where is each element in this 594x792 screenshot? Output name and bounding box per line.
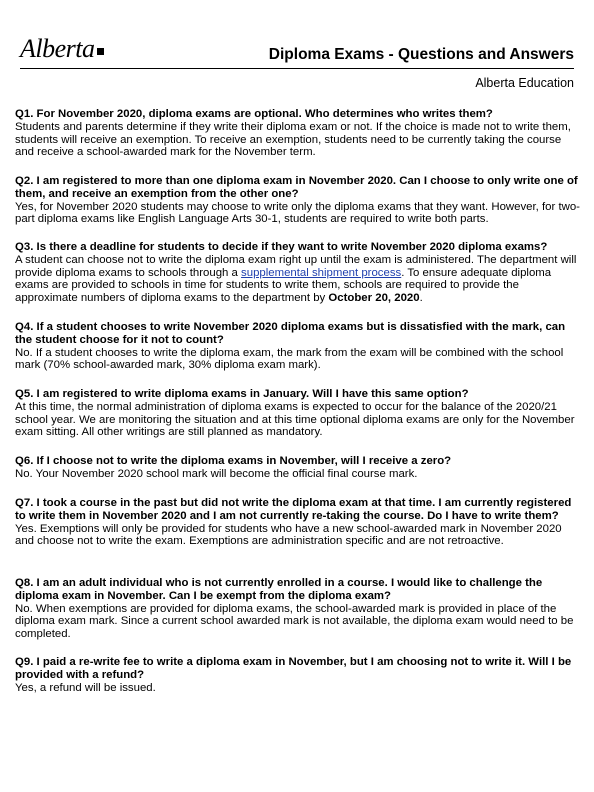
faq-question: Q6. If I choose not to write the diploma exams in November, will I receive a zero?: [15, 455, 452, 467]
faq-question: Q1. For November 2020, diploma exams are optional. Who determines who writes them?: [15, 108, 493, 120]
faq-question: Q9. I paid a re-write fee to write a diploma exam in November, but I am choosing not to write it. Will I be provided with a refund?: [15, 656, 572, 681]
deadline-date: October 20, 2020: [328, 292, 420, 305]
faq-question: Q5. I am registered to write diploma exams in January. Will I have this same option?: [15, 388, 469, 400]
organization-name: Alberta Education: [475, 76, 574, 90]
logo-wordmark: Alberta: [20, 34, 95, 63]
logo-flag-icon: [97, 48, 104, 55]
faq-question: Q4. If a student chooses to write November 2020 diploma exams but is dissatisfied with the mark, can the student choose for it not to count?: [15, 321, 566, 346]
faq-item-3: [15, 241, 581, 305]
faq-question: Q3. Is there a deadline for students to decide if they want to write November 2020 diploma exams?: [15, 241, 548, 253]
faq-answer: No. When exemptions are provided for diploma exams, the school-awarded mark is provided in place of the diploma exam mark. Since a current school awarded mark is not available, the diploma exam would need to be completed.: [15, 602, 574, 641]
faq-item-9: [15, 656, 581, 694]
faq-question: Q7. I took a course in the past but did not write the diploma exam at that time. I am currently registered to write them in November 2020 and I am not currently re-taking the course. Do I have to write them?: [15, 497, 572, 522]
faq-answer: Students and parents determine if they write their diploma exam or not. If the choice is made not to write them, students will receive an exemption. To receive an exemption, students need to be currently taking the course and receive a school-awarded mark for the November term.: [15, 120, 571, 159]
faq-item-4: [15, 321, 581, 372]
faq-item-1: [15, 108, 581, 159]
document-title: Diploma Exams - Questions and Answers: [268, 46, 574, 63]
faq-answer: No. If a student chooses to write the diploma exam, the mark from the exam will be combined with the school mark (70% school-awarded mark, 30% diploma exam mark).: [15, 346, 564, 372]
header-rule: [20, 68, 574, 69]
faq-item-8: [15, 577, 581, 641]
faq-answer: No. Your November 2020 school mark will become the official final course mark.: [15, 467, 418, 480]
faq-answer: Yes. Exemptions will only be provided for students who have a new school-awarded mark in November 2020 and choose not to write the exam. Exemptions are administration specific and are not retroactive.: [15, 522, 562, 548]
faq-item-5: [15, 388, 581, 439]
faq-item-7: [15, 497, 581, 548]
faq-answer: Yes, for November 2020 students may choose to write only the diploma exams that they want. However, for two-part diploma exams like English Language Arts 30-1, students are required to write both parts.: [15, 200, 580, 226]
faq-item-2: [15, 175, 581, 226]
faq-question: Q8. I am an adult individual who is not currently enrolled in a course. I would like to challenge the diploma exam in November. Can I be exempt from the diploma exam?: [15, 577, 543, 602]
supplemental-shipment-link[interactable]: supplemental shipment process: [241, 266, 402, 279]
faq-answer: At this time, the normal administration of diploma exams is expected to occur for the balance of the 2020/21 school year. We are monitoring the situation and at this time optional diploma exams are only for the November exam sitting. All other writings are still planned as mandatory.: [15, 400, 575, 439]
faq-item-6: [15, 455, 581, 481]
faq-question: Q2. I am registered to more than one diploma exam in November 2020. Can I choose to only write one of them, and receive an exemption from the other one?: [15, 175, 578, 200]
faq-answer: Yes, a refund will be issued.: [15, 681, 156, 694]
faq-answer: A student can choose not to write the diploma exam right up until the exam is administered. The department will provide diploma exams to schools through a supplemental shipment process. To ensure adequate diploma exams are provided to schools in time for students to write them, schools are required to provide the approximate numbers of diploma exams to the department by October 20, 2020.: [15, 253, 577, 305]
